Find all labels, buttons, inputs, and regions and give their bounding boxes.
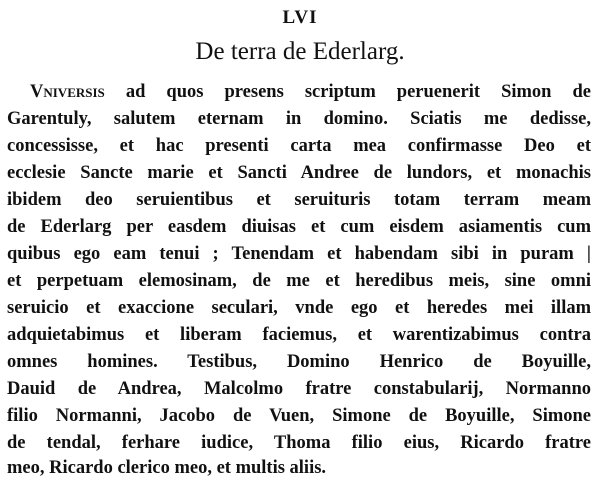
text-line-15: meo, Ricardo clerico meo, et multis aliis. [7, 458, 327, 478]
text-line-8: et perpetuam elemosinam, de me et heredibus meis, sine omni [7, 271, 591, 291]
text-line-11: omnes homines. Testibus, Domino Henrico de Boyuille, [7, 352, 591, 372]
text-line-4: ecclesie Sancte marie et Sancti Andree de lundors, et monachis [7, 163, 591, 183]
opening-word: Vniversis [30, 82, 105, 102]
text-line-14: de tendal, ferhare iudice, Thoma filio eius, Ricardo fratre [7, 433, 591, 453]
text-line-10: adquietabimus et liberam faciemus, et warentizabimus contra [7, 325, 591, 345]
charter-title: De terra de Ederlarg. [195, 38, 405, 65]
text-line-12: Dauid de Andrea, Malcolmo fratre constabularij, Normanno [7, 379, 591, 399]
text-line-3: concessisse, et hac presenti carta mea confirmasse Deo et [7, 136, 591, 156]
text-line-1 [30, 80, 591, 104]
text-line-2: Garentuly, salutem eternam in domino. Sciatis me dedisse, [7, 109, 591, 129]
text-line-6: de Ederlarg per easdem diuisas et cum eisdem asiamentis cum [7, 217, 591, 237]
charter-number: LVI [282, 7, 318, 28]
text-line-9: seruicio et exaccione seculari, vnde ego et heredes mei illam [7, 298, 591, 318]
text-line-7: quibus ego eam tenui ; Tenendam et habendam sibi in puram | [7, 244, 591, 264]
text-line-13: filio Normanni, Jacobo de Vuen, Simone de Boyuille, Simone [7, 406, 591, 426]
text-line-5: ibidem deo seruientibus et seruituris totam terram meam [7, 190, 591, 210]
text-line-1-rest: ad quos presens scriptum peruenerit Simon de [125, 82, 592, 102]
